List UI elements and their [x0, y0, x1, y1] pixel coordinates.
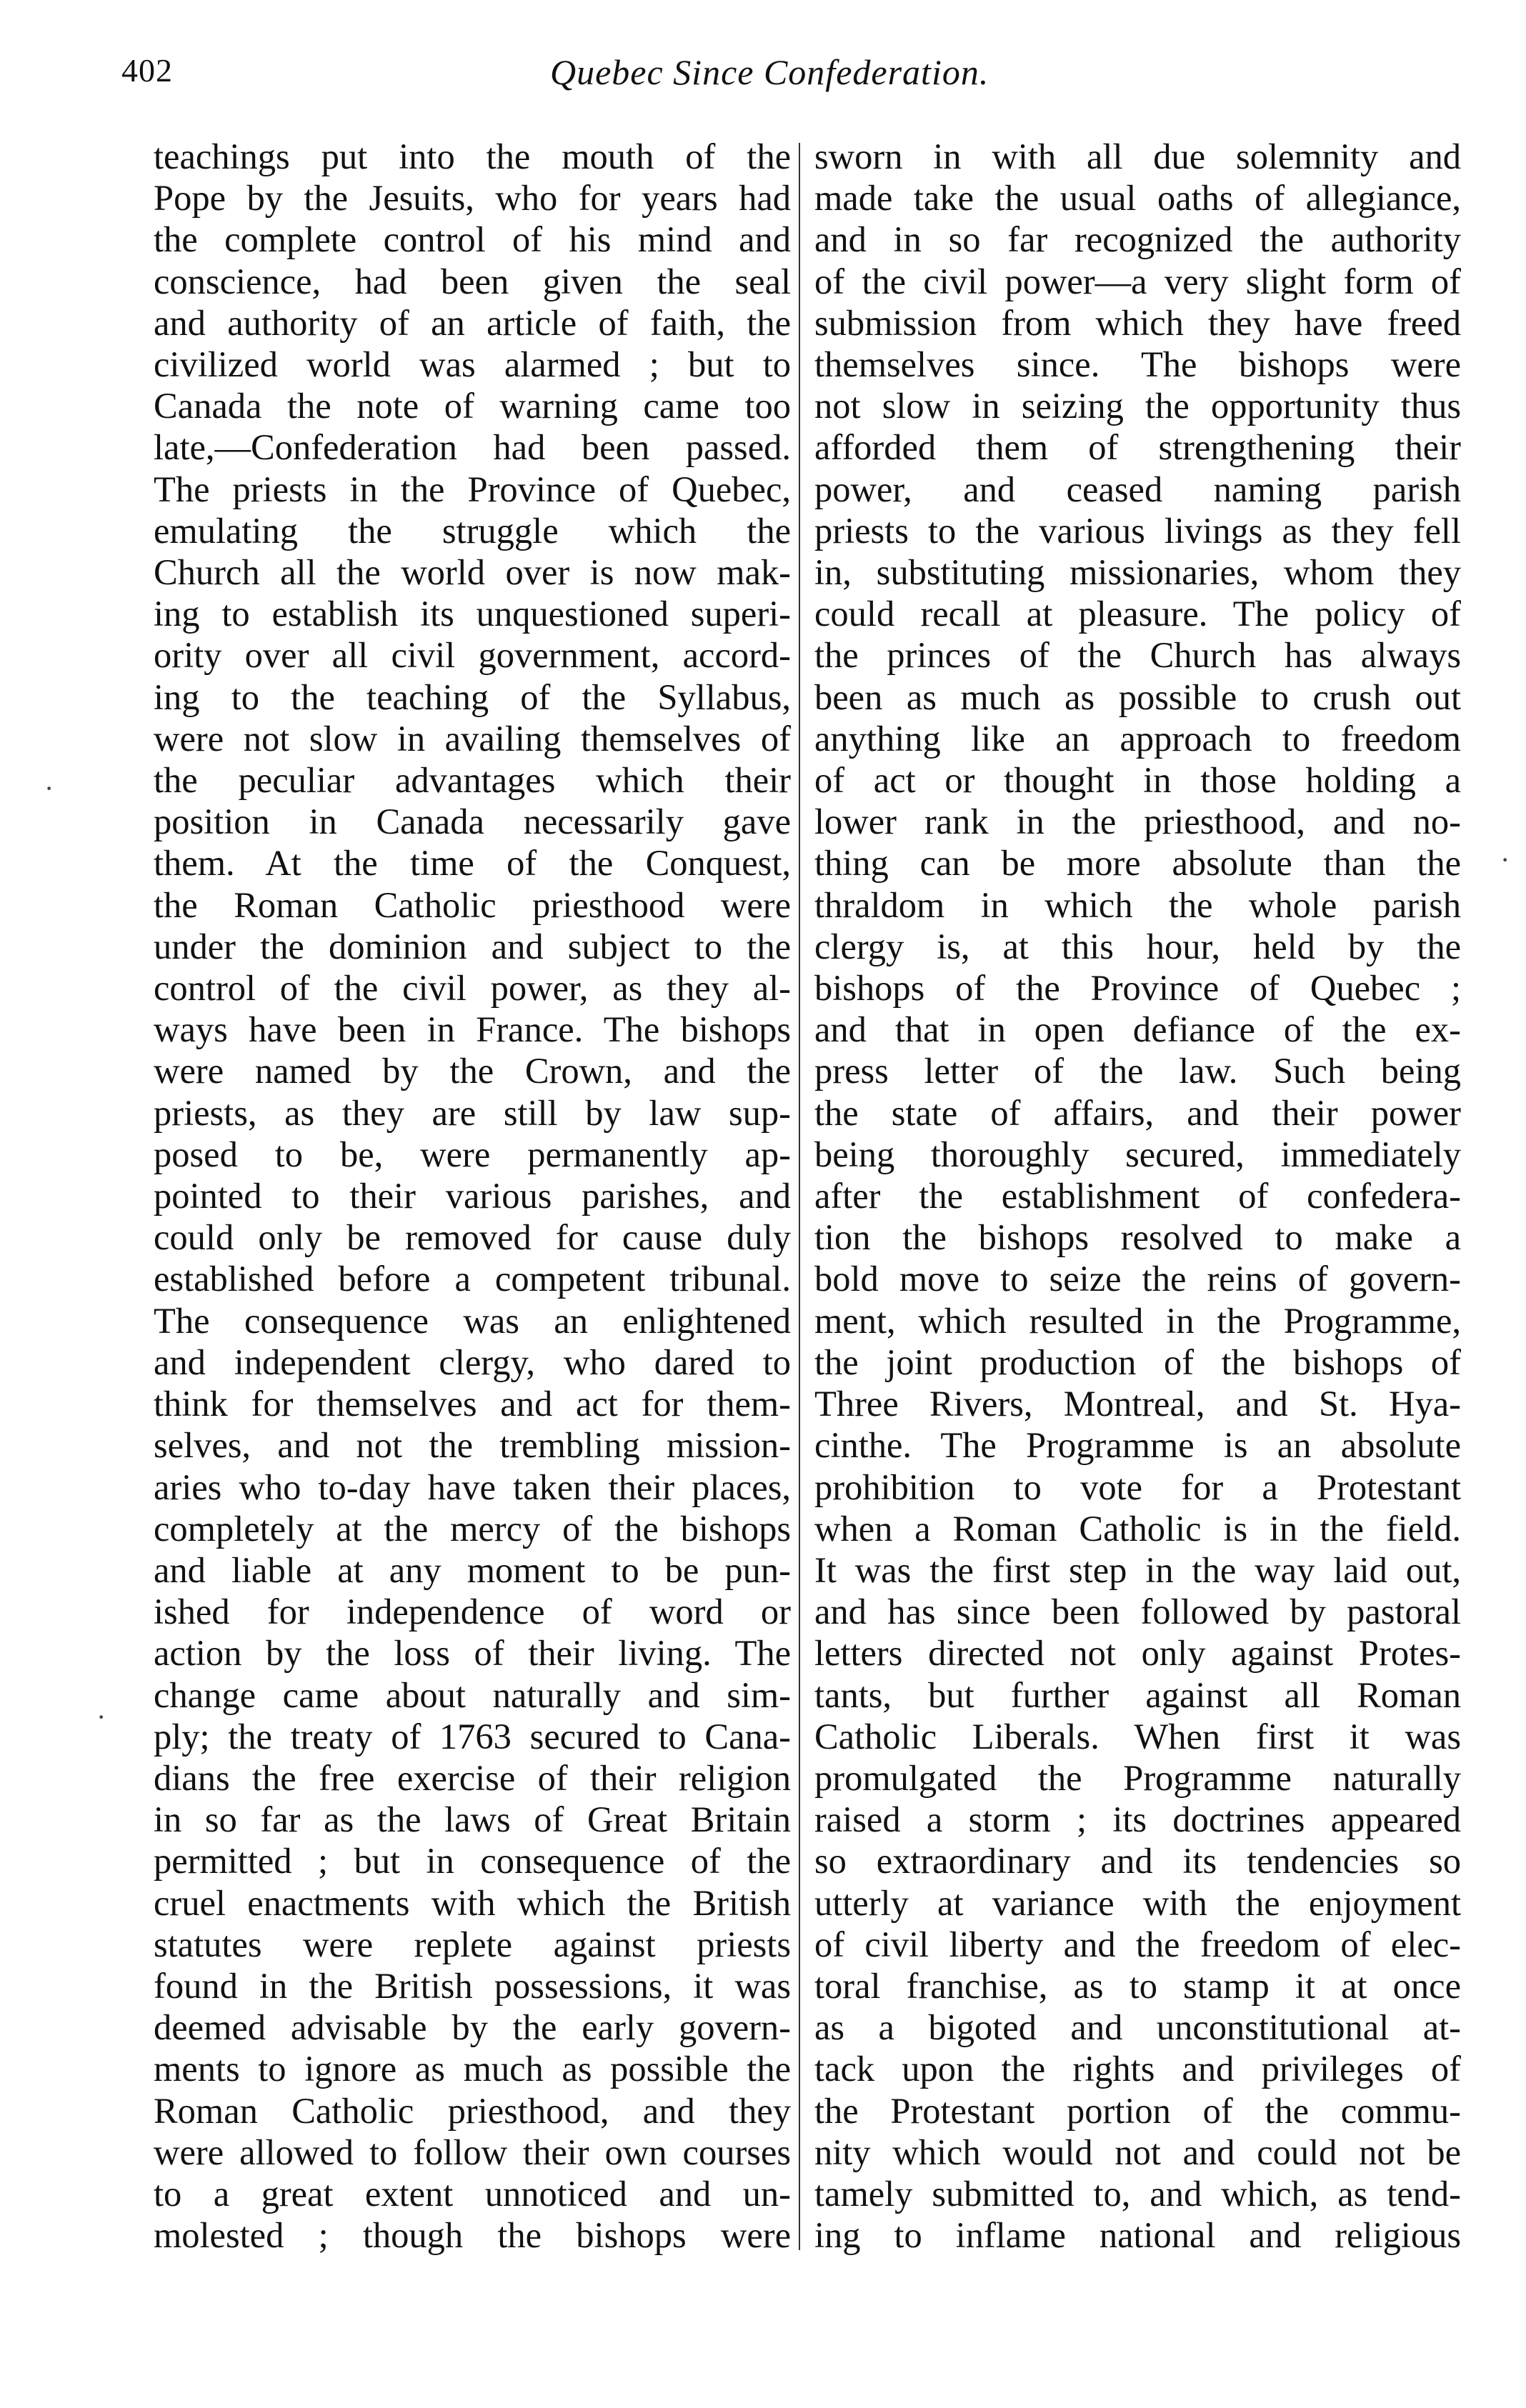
text-line: when a Roman Catholic is in the field. — [814, 1508, 1461, 1549]
text-line: being thoroughly secured, immediately — [814, 1134, 1461, 1174]
text-line: as a bigoted and unconstitutional at- — [814, 2007, 1461, 2048]
text-line: themselves since. The bishops were — [814, 344, 1461, 385]
page-number: 402 — [121, 52, 173, 89]
text-line: change came about naturally and sim- — [154, 1674, 791, 1715]
text-line: were named by the Crown, and the — [154, 1051, 791, 1091]
column-divider — [799, 143, 800, 2250]
text-line: the Protestant portion of the commu- — [814, 2090, 1461, 2131]
text-line: Church all the world over is now mak- — [154, 552, 791, 593]
text-line: posed to be, were permanently ap- — [154, 1134, 791, 1174]
text-line: thing can be more absolute than the — [814, 843, 1461, 884]
text-line: selves, and not the trembling mission- — [154, 1425, 791, 1466]
text-line: could only be removed for cause duly — [154, 1217, 791, 1258]
text-line: statutes were replete against priests — [154, 1924, 791, 1964]
text-line: were allowed to follow their own courses — [154, 2132, 791, 2172]
text-line: press letter of the law. Such being — [814, 1051, 1461, 1091]
text-line: could recall at pleasure. The policy of — [814, 594, 1461, 634]
text-line: of act or thought in those holding a — [814, 760, 1461, 801]
text-line: Roman Catholic priesthood, and they — [154, 2090, 791, 2131]
text-line: the princes of the Church has always — [814, 635, 1461, 676]
text-line: Three Rivers, Montreal, and St. Hya- — [814, 1384, 1461, 1424]
text-line: anything like an approach to freedom — [814, 718, 1461, 759]
text-line: the Roman Catholic priesthood were — [154, 884, 791, 925]
text-line: ing to inflame national and religious — [814, 2215, 1461, 2256]
text-line: nity which would not and could not be — [814, 2132, 1461, 2172]
text-line: cruel enactments with which the British — [154, 1882, 791, 1923]
text-line: action by the loss of their living. The — [154, 1633, 791, 1674]
text-line: ing to establish its unquestioned superi- — [154, 594, 791, 634]
text-line: under the dominion and subject to the — [154, 926, 791, 966]
text-line: the state of affairs, and their power — [814, 1092, 1461, 1133]
text-line: The priests in the Province of Quebec, — [154, 469, 791, 509]
text-line: ments to ignore as much as possible the — [154, 2049, 791, 2089]
text-line: ished for independence of word or — [154, 1592, 791, 1632]
text-line: and liable at any moment to be pun- — [154, 1549, 791, 1590]
text-line: promulgated the Programme naturally — [814, 1757, 1461, 1798]
text-line: ing to the teaching of the Syllabus, — [154, 676, 791, 717]
text-line: letters directed not only against Protes- — [814, 1633, 1461, 1674]
page-header — [121, 51, 1422, 101]
text-line: It was the first step in the way laid out, — [814, 1549, 1461, 1590]
text-line: established before a competent tribunal. — [154, 1259, 791, 1299]
text-line: the peculiar advantages which their — [154, 760, 791, 801]
text-line: utterly at variance with the enjoyment — [814, 1882, 1461, 1923]
text-line: ment, which resulted in the Programme, — [814, 1300, 1461, 1341]
text-line: submission from which they have freed — [814, 302, 1461, 343]
text-line: bishops of the Province of Quebec ; — [814, 968, 1461, 1009]
text-line: tion the bishops resolved to make a — [814, 1217, 1461, 1258]
text-line: tack upon the rights and privileges of — [814, 2049, 1461, 2089]
text-line: afforded them of strengthening their — [814, 427, 1461, 468]
text-line: control of the civil power, as they al- — [154, 968, 791, 1009]
text-line: been as much as possible to crush out — [814, 676, 1461, 717]
text-line: Catholic Liberals. When first it was — [814, 1716, 1461, 1757]
text-line: not slow in seizing the opportunity thus — [814, 386, 1461, 426]
text-line: made take the usual oaths of allegiance, — [814, 178, 1461, 219]
running-title: Quebec Since Confederation. — [550, 52, 989, 92]
text-line: lower rank in the priesthood, and no- — [814, 801, 1461, 842]
text-line: after the establishment of confedera- — [814, 1176, 1461, 1217]
text-line: think for themselves and act for them- — [154, 1384, 791, 1424]
text-line: and authority of an article of faith, the — [154, 302, 791, 343]
text-line: the complete control of his mind and — [154, 219, 791, 260]
text-line: deemed advisable by the early govern- — [154, 2007, 791, 2048]
text-line: of the civil power—a very slight form of — [814, 261, 1461, 301]
text-line: conscience, had been given the seal — [154, 261, 791, 301]
text-line: pointed to their various parishes, and — [154, 1176, 791, 1217]
text-line: aries who to-day have taken their places, — [154, 1467, 791, 1507]
text-line: prohibition to vote for a Protestant — [814, 1467, 1461, 1507]
text-line: ority over all civil government, accord- — [154, 635, 791, 676]
text-line: the joint production of the bishops of — [814, 1342, 1461, 1382]
text-line: position in Canada necessarily gave — [154, 801, 791, 842]
text-line: raised a storm ; its doctrines appeared — [814, 1799, 1461, 1840]
text-line: civilized world was alarmed ; but to — [154, 344, 791, 385]
text-line: in, substituting missionaries, whom they — [814, 552, 1461, 593]
text-line: tamely submitted to, and which, as tend- — [814, 2173, 1461, 2214]
text-line: dians the free exercise of their religion — [154, 1757, 791, 1798]
text-line: to a great extent unnoticed and un- — [154, 2173, 791, 2214]
text-line: and has since been followed by pastoral — [814, 1592, 1461, 1632]
text-line: The consequence was an enlightened — [154, 1300, 791, 1341]
text-line: late,—Confederation had been passed. — [154, 427, 791, 468]
text-line: and in so far recognized the authority — [814, 219, 1461, 260]
text-line: emulating the struggle which the — [154, 510, 791, 551]
text-line: teachings put into the mouth of the — [154, 136, 791, 176]
text-line: ways have been in France. The bishops — [154, 1009, 791, 1050]
text-line: bold move to seize the reins of govern- — [814, 1259, 1461, 1299]
text-line: completely at the mercy of the bishops — [154, 1508, 791, 1549]
text-line: so extraordinary and its tendencies so — [814, 1841, 1461, 1882]
page-speck-mark: · — [96, 1701, 106, 1733]
text-line: clergy is, at this hour, held by the — [814, 926, 1461, 966]
text-line: molested ; though the bishops were — [154, 2215, 791, 2256]
left-text-column — [154, 136, 791, 2256]
right-text-column — [814, 136, 1461, 2256]
text-line: Pope by the Jesuits, who for years had — [154, 178, 791, 219]
text-line: thraldom in which the whole parish — [814, 884, 1461, 925]
text-line: found in the British possessions, it was — [154, 1965, 791, 2006]
text-line: were not slow in availing themselves of — [154, 718, 791, 759]
text-line: power, and ceased naming parish — [814, 469, 1461, 509]
text-line: Canada the note of warning came too — [154, 386, 791, 426]
page-speck-mark: · — [44, 772, 54, 804]
text-line: priests to the various livings as they fell — [814, 510, 1461, 551]
page-speck-mark: · — [1500, 844, 1510, 876]
text-line: cinthe. The Programme is an absolute — [814, 1425, 1461, 1466]
text-line: tants, but further against all Roman — [814, 1674, 1461, 1715]
text-line: and that in open defiance of the ex- — [814, 1009, 1461, 1050]
text-line: permitted ; but in consequence of the — [154, 1841, 791, 1882]
text-line: in so far as the laws of Great Britain — [154, 1799, 791, 1840]
text-line: sworn in with all due solemnity and — [814, 136, 1461, 176]
text-line: them. At the time of the Conquest, — [154, 843, 791, 884]
text-line: and independent clergy, who dared to — [154, 1342, 791, 1382]
text-line: of civil liberty and the freedom of elec- — [814, 1924, 1461, 1964]
text-line: priests, as they are still by law sup- — [154, 1092, 791, 1133]
text-line: toral franchise, as to stamp it at once — [814, 1965, 1461, 2006]
text-line: ply; the treaty of 1763 secured to Cana- — [154, 1716, 791, 1757]
